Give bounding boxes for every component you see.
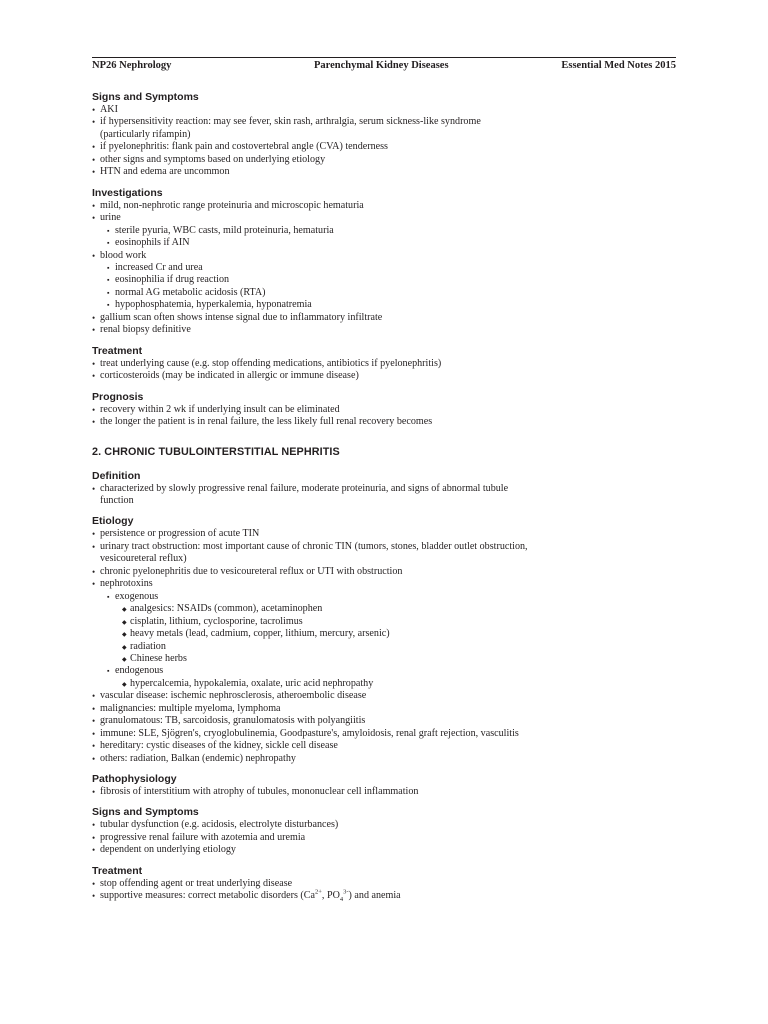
- list-item: ▪ sterile pyuria, WBC casts, mild proteinuria, hematuria: [92, 225, 532, 237]
- bullet-list: [92, 528, 532, 765]
- list-item: ▪ exogenous: [92, 591, 532, 603]
- section: [92, 345, 532, 383]
- section: [92, 91, 532, 179]
- section-heading: Treatment: [92, 864, 143, 877]
- list-item: ▪ eosinophils if AIN: [92, 237, 532, 249]
- list-item: • mild, non-nephrotic range proteinuria and microscopic hematuria: [92, 200, 532, 212]
- section: [92, 470, 532, 508]
- section-heading: Signs and Symptoms: [92, 806, 199, 819]
- superscript: 2+: [314, 888, 322, 896]
- text-run: supportive measures: correct metabolic disorders (Ca: [100, 890, 315, 902]
- header-section-title: Parenchymal Kidney Diseases: [314, 60, 449, 71]
- superscript: 3-: [343, 888, 349, 896]
- list-item: • corticosteroids (may be indicated in allergic or immune disease): [92, 370, 532, 382]
- header-rule: [92, 57, 676, 58]
- list-item: ◆ radiation: [92, 641, 532, 653]
- list-item: • dependent on underlying etiology: [92, 844, 532, 856]
- list-item: • malignancies: multiple myeloma, lymphoma: [92, 703, 532, 715]
- section-heading: Pathophysiology: [92, 773, 177, 786]
- list-item: ▪ normal AG metabolic acidosis (RTA): [92, 287, 532, 299]
- section-heading: Etiology: [92, 515, 134, 528]
- list-item: • progressive renal failure with azotemia and uremia: [92, 832, 532, 844]
- bullet-list: [92, 358, 532, 383]
- list-item: • HTN and edema are uncommon: [92, 166, 532, 178]
- list-item: • tubular dysfunction (e.g. acidosis, electrolyte disturbances): [92, 819, 532, 831]
- list-item: • chronic pyelonephritis due to vesicoureteral reflux or UTI with obstruction: [92, 566, 532, 578]
- section: [92, 187, 532, 337]
- list-item: • if pyelonephritis: flank pain and costovertebral angle (CVA) tenderness: [92, 141, 532, 153]
- section: [92, 865, 532, 903]
- header-chapter: NP26 Nephrology: [92, 60, 172, 71]
- list-item: ▪ hypophosphatemia, hyperkalemia, hyponatremia: [92, 299, 532, 311]
- section-heading: Definition: [92, 469, 141, 482]
- list-item: • AKI: [92, 104, 532, 116]
- list-item: • fibrosis of interstitium with atrophy of tubules, mononuclear cell inflammation: [92, 786, 532, 798]
- list-item: ◆ cisplatin, lithium, cyclosporine, tacrolimus: [92, 616, 532, 628]
- list-item: • persistence or progression of acute TIN: [92, 528, 532, 540]
- list-item: ◆ analgesics: NSAIDs (common), acetaminophen: [92, 603, 532, 615]
- section: [92, 515, 532, 765]
- bullet-list: [92, 404, 532, 429]
- section-heading: Treatment: [92, 344, 143, 357]
- list-item: ◆ hypercalcemia, hypokalemia, oxalate, uric acid nephropathy: [92, 678, 532, 690]
- bullet-list: [92, 104, 532, 179]
- list-item: • urinary tract obstruction: most important cause of chronic TIN (tumors, stones, bladder outlet obstruction, vesicoureteral reflux): [92, 541, 532, 566]
- list-item: • urine: [92, 212, 532, 224]
- major-heading: 2. CHRONIC TUBULOINTERSTITIAL NEPHRITIS: [92, 445, 340, 458]
- list-item: • the longer the patient is in renal failure, the less likely full renal recovery becomes: [92, 416, 532, 428]
- list-item: • recovery within 2 wk if underlying insult can be eliminated: [92, 404, 532, 416]
- bullet-list: [92, 200, 532, 337]
- header-book-title: Essential Med Notes 2015: [561, 60, 676, 71]
- section: [92, 806, 532, 856]
- list-item: • vascular disease: ischemic nephrosclerosis, atheroembolic disease: [92, 690, 532, 702]
- list-item: • hereditary: cystic diseases of the kidney, sickle cell disease: [92, 740, 532, 752]
- list-item: ◆ Chinese herbs: [92, 653, 532, 665]
- chapter-section: [92, 446, 532, 459]
- list-item: • stop offending agent or treat underlying disease: [92, 878, 532, 890]
- list-item: • nephrotoxins: [92, 578, 532, 590]
- list-item: ◆ heavy metals (lead, cadmium, copper, lithium, mercury, arsenic): [92, 628, 532, 640]
- list-item: ▪ increased Cr and urea: [92, 262, 532, 274]
- section: [92, 391, 532, 429]
- section-heading: Investigations: [92, 186, 163, 199]
- text-run: ) and anemia: [348, 890, 401, 902]
- list-item: ▪ endogenous: [92, 665, 532, 677]
- section-heading: Prognosis: [92, 390, 144, 403]
- list-item: • treat underlying cause (e.g. stop offending medications, antibiotics if pyelonephritis): [92, 358, 532, 370]
- list-item: • immune: SLE, Sjögren's, cryoglobulinemia, Goodpasture's, amyloidosis, renal graft rejection, vasculitis: [92, 728, 532, 740]
- bullet-list: [92, 819, 532, 856]
- text-run: , PO: [321, 890, 340, 902]
- section-heading: Signs and Symptoms: [92, 91, 199, 103]
- list-item: • characterized by slowly progressive renal failure, moderate proteinuria, and signs of abnormal tubule function: [92, 483, 532, 508]
- page-body: [92, 91, 532, 911]
- list-item: • gallium scan often shows intense signal due to inflammatory infiltrate: [92, 312, 532, 324]
- list-item: • granulomatous: TB, sarcoidosis, granulomatosis with polyangiitis: [92, 715, 532, 727]
- list-item: [92, 890, 532, 902]
- list-item: • others: radiation, Balkan (endemic) nephropathy: [92, 753, 532, 765]
- bullet-list: [92, 878, 532, 903]
- bullet-list: [92, 483, 532, 508]
- section: [92, 773, 532, 798]
- bullet-list: [92, 786, 532, 798]
- list-item: • renal biopsy definitive: [92, 324, 532, 336]
- list-item: ▪ eosinophilia if drug reaction: [92, 274, 532, 286]
- list-item: • other signs and symptoms based on underlying etiology: [92, 154, 532, 166]
- list-item: • if hypersensitivity reaction: may see fever, skin rash, arthralgia, serum sickness-like syndrome (particularly rifampin): [92, 116, 532, 141]
- subscript: 4: [339, 896, 344, 904]
- list-item: • blood work: [92, 250, 532, 262]
